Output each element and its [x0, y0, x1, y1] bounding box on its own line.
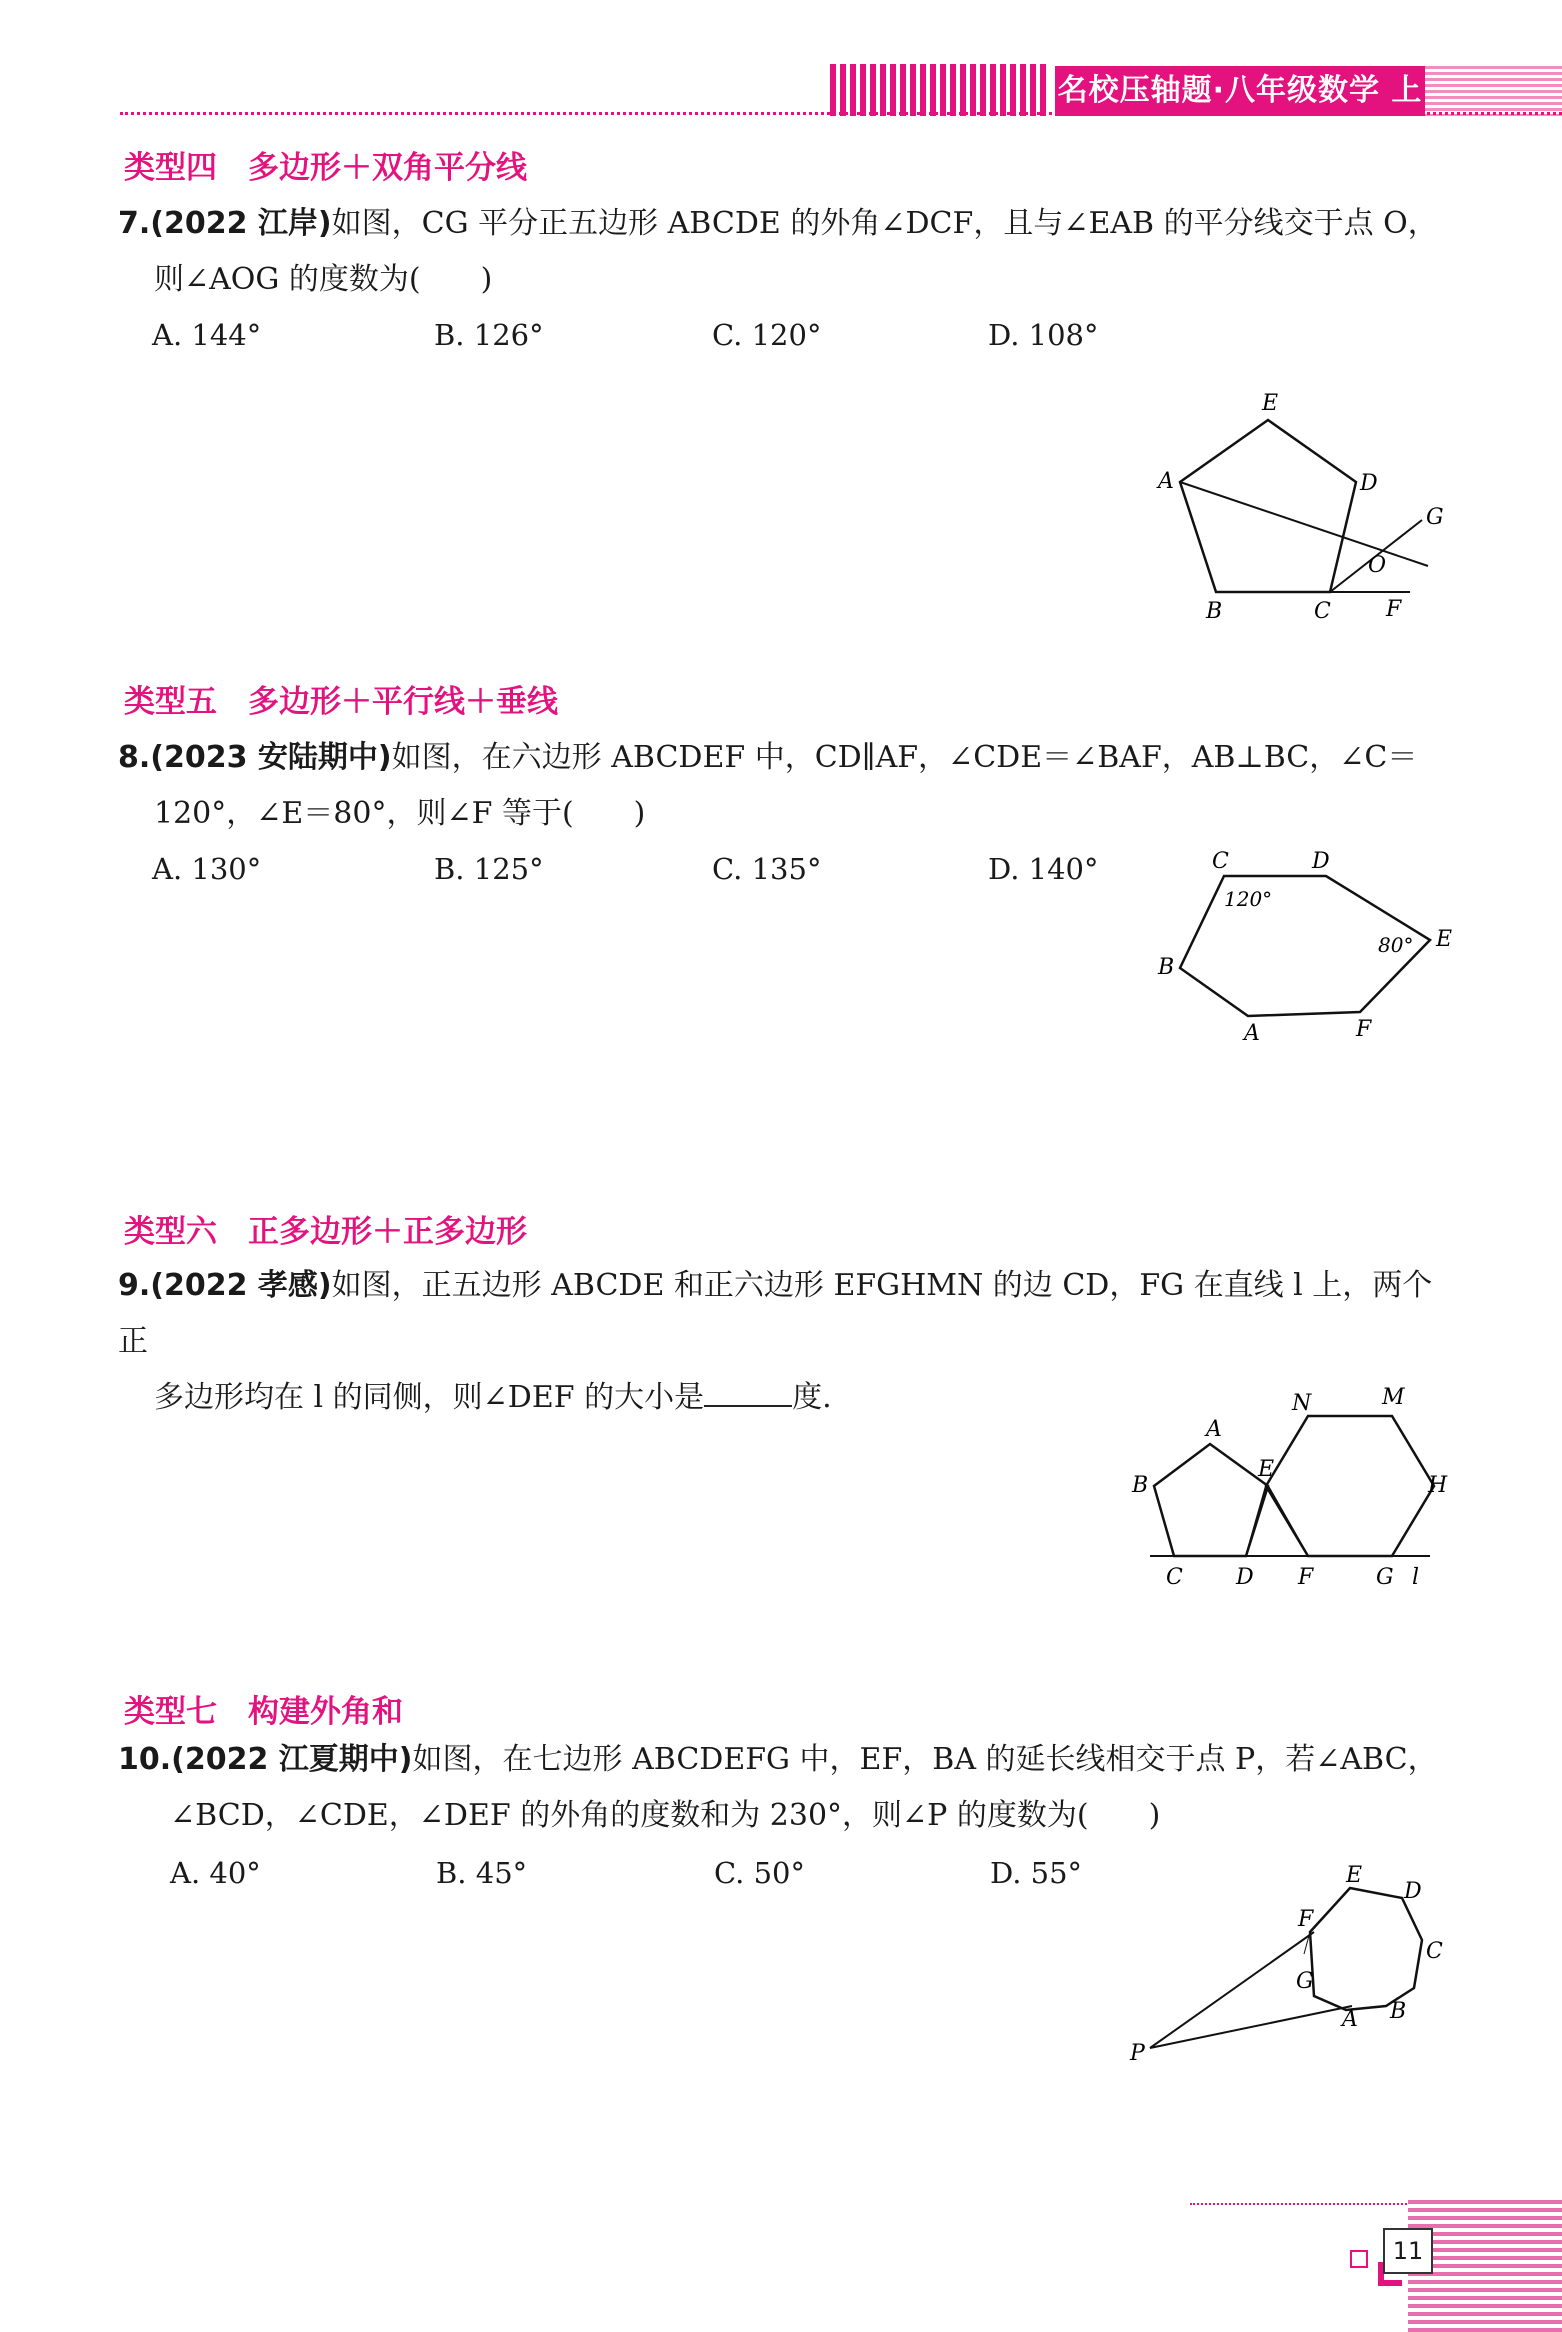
question-text-line1: 如图，正五边形 ABCDE 和正六边形 EFGHMN 的边 CD，FG 在直线 l 上，两个正 — [118, 1268, 1433, 1359]
question-number: 10. — [118, 1742, 172, 1777]
question-text-line1: 如图，CG 平分正五边形 ABCDE 的外角∠DCF，且与∠EAB 的平分线交于点 O， — [331, 206, 1438, 241]
option-c[interactable]: C. 50° — [714, 1856, 805, 1890]
footer-square-icon — [1350, 2250, 1368, 2268]
label-g: G — [1296, 1969, 1314, 1994]
label-e: E — [1262, 391, 1279, 416]
label-d: D — [1360, 471, 1378, 496]
label-c: C — [1426, 1939, 1443, 1964]
question-source: (2022 江夏期中) — [171, 1742, 413, 1777]
header-stripes — [830, 64, 1050, 116]
option-a[interactable]: A. 130° — [152, 852, 262, 886]
option-a[interactable]: A. 40° — [170, 1856, 261, 1890]
label-b: B — [1206, 599, 1223, 624]
label-f: F — [1386, 597, 1402, 622]
header-title: 名校压轴题·八年级数学 上 — [1055, 66, 1425, 116]
question-number: 9. — [118, 1268, 151, 1303]
label-a: A — [1206, 1417, 1222, 1442]
label-n: N — [1292, 1391, 1312, 1416]
option-c[interactable]: C. 120° — [712, 318, 822, 352]
question-source: (2023 安陆期中) — [150, 740, 392, 775]
label-e: E — [1258, 1457, 1275, 1482]
question-text-line2: ∠BCD，∠CDE，∠DEF 的外角的度数和为 230°，则∠P 的度数为( ) — [170, 1798, 1161, 1833]
label-c: C — [1212, 849, 1229, 874]
label-b: B — [1132, 1473, 1149, 1498]
label-a: A — [1244, 1021, 1260, 1046]
label-b: B — [1158, 955, 1175, 980]
question-8 — [118, 730, 1458, 842]
option-a[interactable]: A. 144° — [152, 318, 262, 352]
section-title-7: 类型七 构建外角和 — [124, 1694, 403, 1730]
label-a: A — [1158, 469, 1174, 494]
header-divider — [120, 112, 1562, 115]
label-h: H — [1428, 1473, 1448, 1498]
option-c[interactable]: C. 135° — [712, 852, 822, 886]
figure-q7-pentagon — [1140, 380, 1460, 630]
label-c: C — [1314, 599, 1331, 624]
header-fade — [1425, 66, 1562, 116]
option-b[interactable]: B. 45° — [436, 1856, 528, 1890]
section-title-5: 类型五 多边形＋平行线＋垂线 — [124, 684, 558, 720]
question-text-line2: 多边形均在 l 的同侧，则∠DEF 的大小是 — [154, 1380, 705, 1415]
label-f: F — [1298, 1565, 1314, 1590]
section-title-4: 类型四 多边形＋双角平分线 — [124, 150, 527, 186]
label-d: D — [1404, 1879, 1422, 1904]
question-10 — [118, 1732, 1458, 1844]
option-d[interactable]: D. 55° — [990, 1856, 1083, 1890]
label-f: F — [1356, 1017, 1372, 1042]
question-number: 8. — [118, 740, 151, 775]
figure-q8-hexagon — [1140, 840, 1460, 1050]
label-o: O — [1368, 553, 1387, 578]
question-number: 7. — [118, 206, 151, 241]
label-g: G — [1376, 1565, 1394, 1590]
label-c: C — [1166, 1565, 1183, 1590]
question-text-line2: 则∠AOG 的度数为( ) — [154, 262, 493, 297]
label-b: B — [1390, 1999, 1407, 2024]
label-d: D — [1236, 1565, 1254, 1590]
label-p: P — [1130, 2041, 1145, 2066]
option-b[interactable]: B. 125° — [434, 852, 544, 886]
label-e: E — [1346, 1863, 1363, 1888]
label-l: l — [1412, 1565, 1420, 1590]
angle-e-label: 80° — [1378, 933, 1414, 957]
option-d[interactable]: D. 140° — [988, 852, 1099, 886]
angle-c-label: 120° — [1224, 887, 1273, 911]
option-b[interactable]: B. 126° — [434, 318, 544, 352]
label-e: E — [1436, 927, 1453, 952]
figure-q10-heptagon — [1120, 1860, 1460, 2070]
label-a: A — [1342, 2007, 1358, 2032]
question-text-line1: 如图，在七边形 ABCDEFG 中，EF，BA 的延长线相交于点 P，若∠ABC， — [412, 1742, 1438, 1777]
question-source: (2022 江岸) — [150, 206, 332, 241]
question-text-line2-end: 度. — [792, 1380, 832, 1415]
question-7 — [118, 196, 1458, 308]
label-m: M — [1382, 1385, 1405, 1410]
question-text-line1: 如图，在六边形 ABCDEF 中，CD∥AF，∠CDE＝∠BAF，AB⊥BC，∠C＝ — [391, 740, 1418, 775]
question-text-line2: 120°，∠E＝80°，则∠F 等于( ) — [154, 796, 646, 831]
option-d[interactable]: D. 108° — [988, 318, 1099, 352]
label-d: D — [1312, 849, 1330, 874]
question-source: (2022 孝感) — [150, 1268, 332, 1303]
label-f: F — [1298, 1907, 1314, 1932]
label-g: G — [1426, 505, 1444, 530]
answer-blank[interactable] — [704, 1379, 792, 1407]
figure-q9-polygons — [1130, 1380, 1470, 1590]
section-title-6: 类型六 正多边形＋正多边形 — [124, 1214, 527, 1250]
page-number: 11 — [1383, 2228, 1433, 2274]
